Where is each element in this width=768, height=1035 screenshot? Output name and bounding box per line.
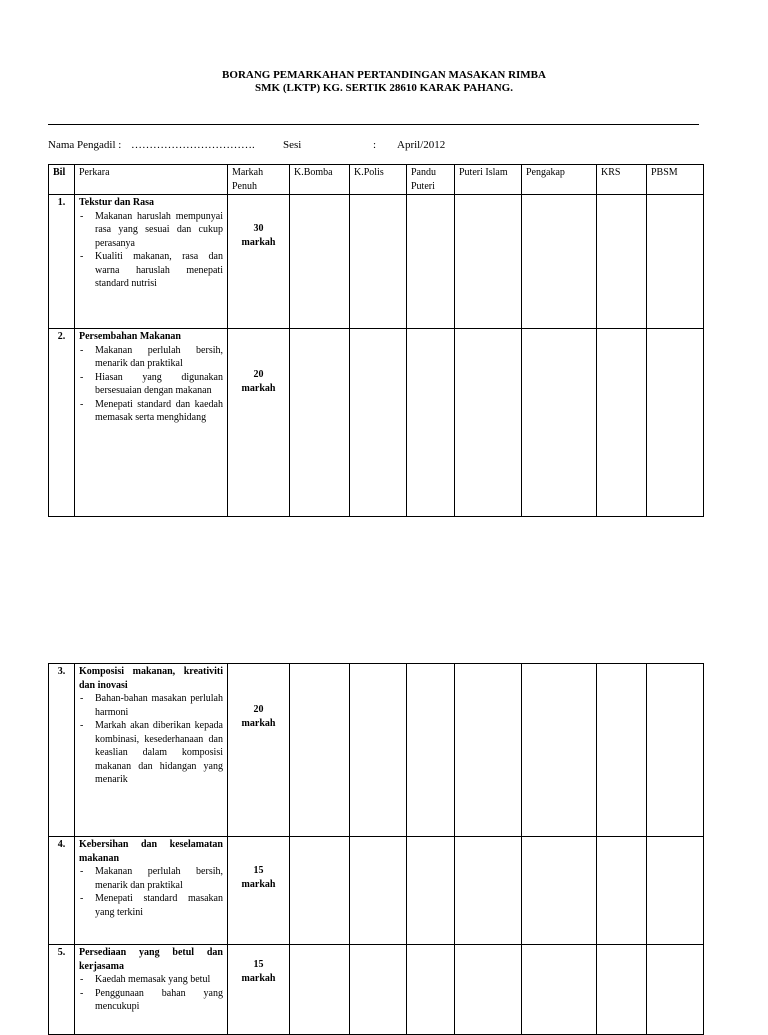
score-cell-pbsm[interactable] bbox=[647, 195, 704, 329]
score-cell-pengakap[interactable] bbox=[522, 195, 597, 329]
criteria-item: - Kaedah memasak yang betul bbox=[79, 973, 223, 987]
criteria-item: - Makanan perlulah bersih, menarik dan praktikal bbox=[79, 865, 223, 892]
score-cell-pengakap[interactable] bbox=[522, 664, 597, 837]
score-cell-pengakap[interactable] bbox=[522, 945, 597, 1035]
col-header-bil: Bil bbox=[49, 165, 75, 195]
header-divider bbox=[48, 124, 699, 125]
criteria-heading: Persediaan yang betul dan kerjasama bbox=[79, 947, 223, 972]
criteria-row-4 bbox=[49, 837, 704, 945]
full-marks-value: 30 bbox=[253, 223, 264, 234]
score-cell-k-bomba[interactable] bbox=[290, 329, 350, 517]
criteria-row-1 bbox=[49, 195, 704, 329]
score-cell-pandu-puteri[interactable] bbox=[407, 837, 455, 945]
score-cell-k-polis[interactable] bbox=[350, 329, 407, 517]
full-marks-unit: markah bbox=[241, 236, 276, 248]
criteria-item: - Markah akan diberikan kepada kombinasi, kesederhanaan dan keaslian dalam komposisi makanan dan hidangan yang menarik bbox=[79, 719, 223, 787]
criteria-item: - Hiasan yang digunakan bersesuaian dengan makanan bbox=[79, 371, 223, 398]
full-marks-cell bbox=[228, 329, 290, 517]
full-marks-cell bbox=[228, 664, 290, 837]
score-cell-k-bomba[interactable] bbox=[290, 664, 350, 837]
full-marks-unit: markah bbox=[241, 878, 276, 890]
score-cell-pengakap[interactable] bbox=[522, 329, 597, 517]
judge-name-blank[interactable]: ……………………………. bbox=[131, 139, 255, 151]
criteria-heading: Tekstur dan Rasa bbox=[79, 197, 155, 208]
score-cell-puteri-islam[interactable] bbox=[455, 837, 522, 945]
criteria-number: 4. bbox=[49, 837, 75, 945]
col-header-pengakap: Pengakap bbox=[522, 165, 597, 195]
judge-name-label: Nama Pengadil : bbox=[48, 139, 122, 151]
col-header-k-bomba: K.Bomba bbox=[290, 165, 350, 195]
full-marks-value: 15 bbox=[253, 959, 264, 970]
score-cell-pengakap[interactable] bbox=[522, 837, 597, 945]
criteria-heading: Komposisi makanan, kreativiti dan inovasi bbox=[79, 666, 223, 691]
session-label: Sesi bbox=[283, 139, 302, 151]
score-cell-pbsm[interactable] bbox=[647, 329, 704, 517]
score-cell-pbsm[interactable] bbox=[647, 837, 704, 945]
form-title-line-1: BORANG PEMARKAHAN PERTANDINGAN MASAKAN RIMBA bbox=[222, 69, 546, 81]
criteria-heading: Persembahan Makanan bbox=[79, 331, 181, 342]
criteria-item: - Menepati standard masakan yang terkini bbox=[79, 892, 223, 919]
full-marks-value: 20 bbox=[253, 704, 264, 715]
criteria-row-2 bbox=[49, 329, 704, 517]
form-title-line-2: SMK (LKTP) KG. SERTIK 28610 KARAK PAHANG. bbox=[255, 82, 513, 94]
full-marks-cell bbox=[228, 945, 290, 1035]
score-cell-krs[interactable] bbox=[597, 195, 647, 329]
criteria-heading: Kebersihan dan keselamatan makanan bbox=[79, 839, 223, 864]
score-cell-krs[interactable] bbox=[597, 945, 647, 1035]
full-marks-cell bbox=[228, 195, 290, 329]
col-header-pandu-puteri: Pandu Puteri bbox=[407, 165, 455, 195]
score-cell-krs[interactable] bbox=[597, 329, 647, 517]
header-row bbox=[49, 165, 704, 195]
score-cell-pandu-puteri[interactable] bbox=[407, 195, 455, 329]
col-header-markah-penuh: Markah Penuh bbox=[228, 165, 290, 195]
score-cell-k-bomba[interactable] bbox=[290, 837, 350, 945]
score-cell-k-polis[interactable] bbox=[350, 945, 407, 1035]
criteria-number: 3. bbox=[49, 664, 75, 837]
col-header-pbsm: PBSM bbox=[647, 165, 704, 195]
score-cell-k-polis[interactable] bbox=[350, 195, 407, 329]
criteria-item: - Kualiti makanan, rasa dan warna haruslah menepati standard nutrisi bbox=[79, 250, 223, 291]
session-value: April/2012 bbox=[397, 139, 446, 151]
score-cell-puteri-islam[interactable] bbox=[455, 329, 522, 517]
criteria-item: - Makanan perlulah bersih, menarik dan praktikal bbox=[79, 344, 223, 371]
full-marks-value: 20 bbox=[253, 369, 264, 380]
full-marks-cell bbox=[228, 837, 290, 945]
criteria-number: 2. bbox=[49, 329, 75, 517]
criteria-description bbox=[75, 945, 228, 1035]
criteria-row-3 bbox=[49, 664, 704, 837]
score-cell-k-bomba[interactable] bbox=[290, 945, 350, 1035]
score-cell-k-polis[interactable] bbox=[350, 664, 407, 837]
col-header-puteri-islam: Puteri Islam bbox=[455, 165, 522, 195]
criteria-description bbox=[75, 837, 228, 945]
criteria-description bbox=[75, 329, 228, 517]
criteria-description bbox=[75, 195, 228, 329]
score-cell-pbsm[interactable] bbox=[647, 945, 704, 1035]
criteria-items bbox=[79, 344, 223, 425]
score-cell-puteri-islam[interactable] bbox=[455, 945, 522, 1035]
score-cell-pandu-puteri[interactable] bbox=[407, 945, 455, 1035]
score-cell-k-polis[interactable] bbox=[350, 837, 407, 945]
criteria-item: - Menepati standard dan kaedah memasak serta menghidang bbox=[79, 398, 223, 425]
full-marks-unit: markah bbox=[241, 717, 276, 729]
scoring-table-page-2 bbox=[48, 663, 704, 1035]
col-header-krs: KRS bbox=[597, 165, 647, 195]
session-colon: : bbox=[373, 139, 377, 151]
full-marks-unit: markah bbox=[241, 382, 276, 394]
full-marks-value: 15 bbox=[253, 865, 264, 876]
score-cell-krs[interactable] bbox=[597, 664, 647, 837]
col-header-k-polis: K.Polis bbox=[350, 165, 407, 195]
criteria-item: - Makanan haruslah mempunyai rasa yang sesuai dan cukup perasanya bbox=[79, 210, 223, 251]
col-header-perkara: Perkara bbox=[75, 165, 228, 195]
scoring-table-page-1 bbox=[48, 164, 704, 517]
score-cell-puteri-islam[interactable] bbox=[455, 195, 522, 329]
criteria-items bbox=[79, 692, 223, 787]
criteria-item: - Penggunaan bahan yang mencukupi bbox=[79, 987, 223, 1014]
score-cell-krs[interactable] bbox=[597, 837, 647, 945]
criteria-description bbox=[75, 664, 228, 837]
score-cell-k-bomba[interactable] bbox=[290, 195, 350, 329]
score-cell-pbsm[interactable] bbox=[647, 664, 704, 837]
criteria-items bbox=[79, 973, 223, 1014]
criteria-items bbox=[79, 865, 223, 919]
score-cell-pandu-puteri[interactable] bbox=[407, 329, 455, 517]
score-cell-puteri-islam[interactable] bbox=[455, 664, 522, 837]
criteria-item: - Bahan-bahan masakan perlulah harmoni bbox=[79, 692, 223, 719]
full-marks-unit: markah bbox=[241, 972, 276, 984]
criteria-number: 5. bbox=[49, 945, 75, 1035]
criteria-row-5 bbox=[49, 945, 704, 1035]
criteria-number: 1. bbox=[49, 195, 75, 329]
criteria-items bbox=[79, 210, 223, 291]
score-cell-pandu-puteri[interactable] bbox=[407, 664, 455, 837]
